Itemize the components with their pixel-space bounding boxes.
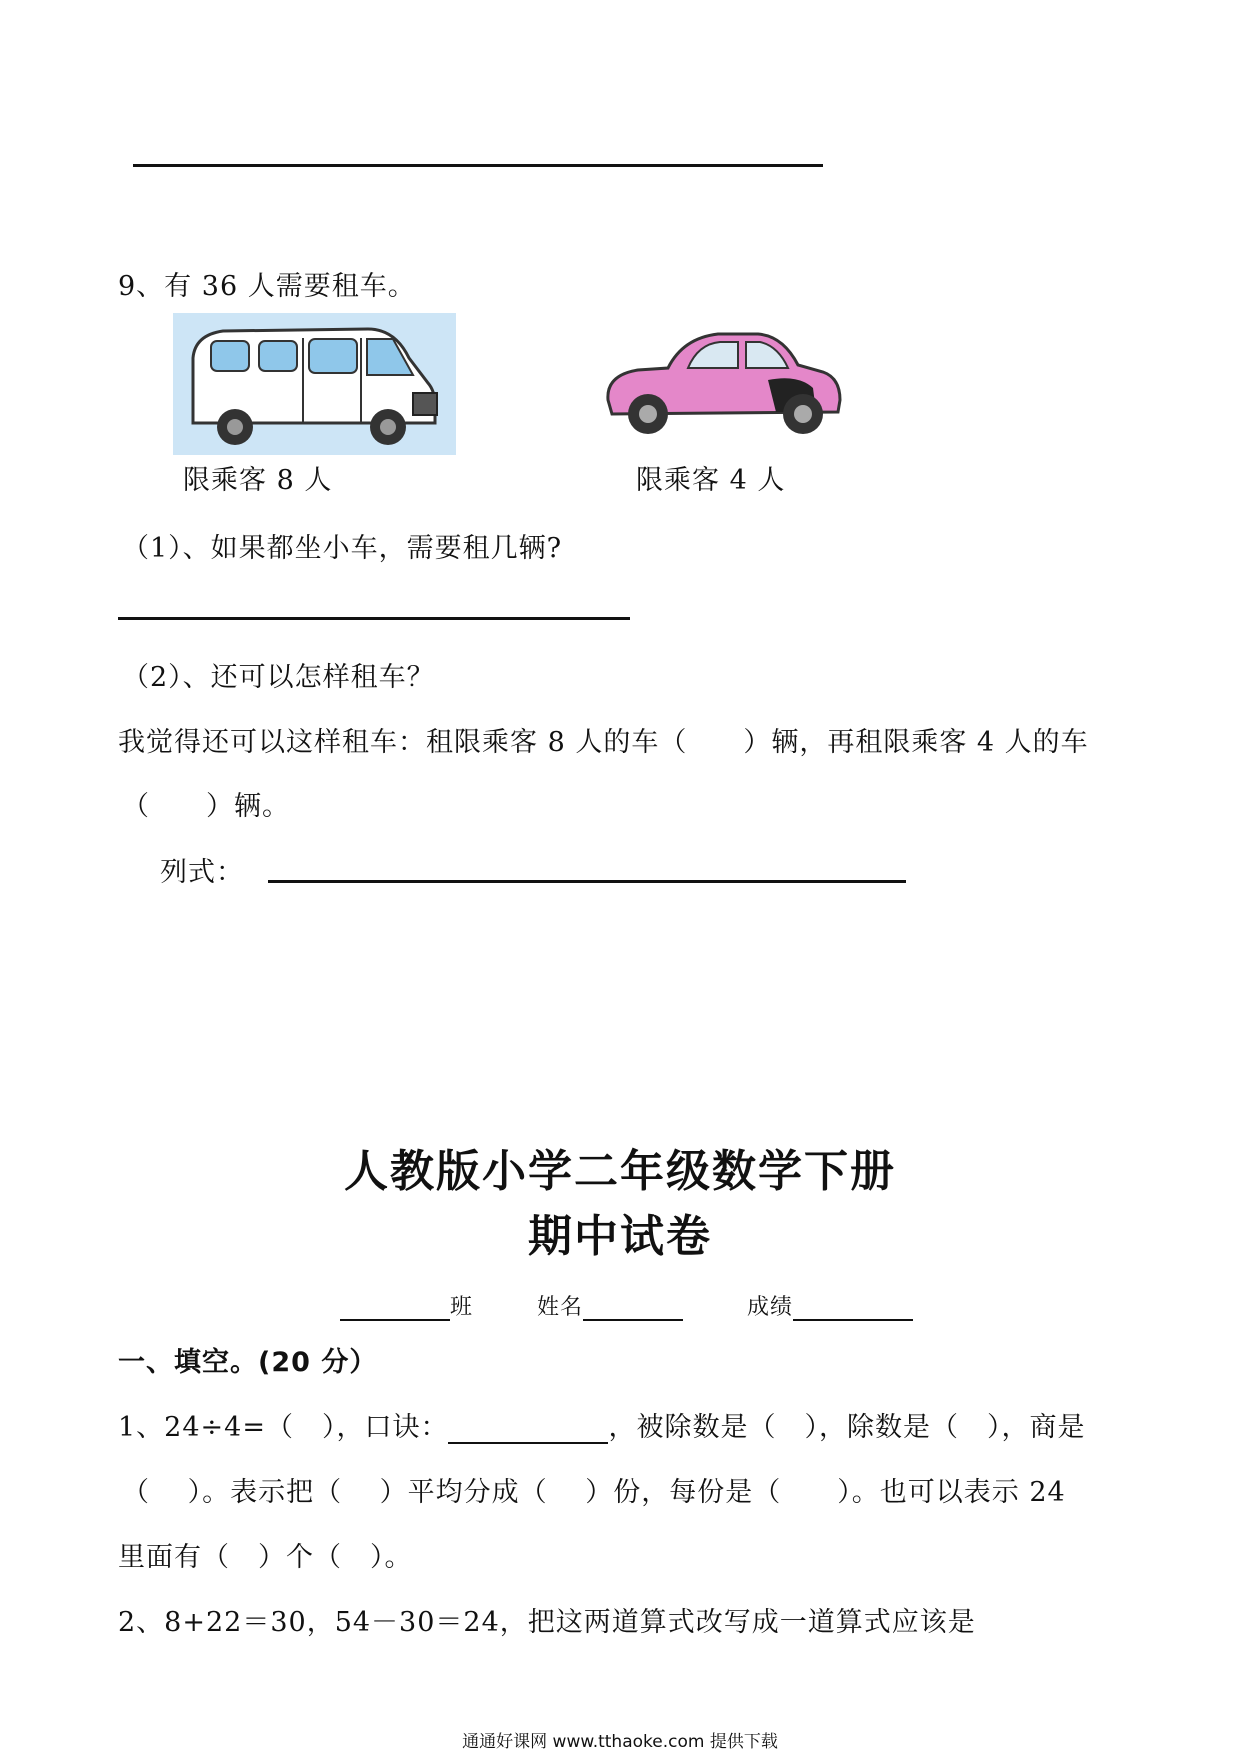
- student-info-row: [340, 1290, 913, 1321]
- answer-line-formula: [268, 880, 906, 883]
- answer-line-sub1: [118, 617, 630, 620]
- formula-blank[interactable]: [448, 1414, 608, 1444]
- score-label: 成绩: [747, 1295, 794, 1320]
- class-label: 班: [450, 1295, 474, 1320]
- q9-prompt: 9、有 36 人需要租车。: [118, 271, 416, 302]
- van-capacity-label: 限乘客 8 人: [183, 465, 333, 496]
- section1-heading: 一、填空。(20 分）: [118, 1347, 378, 1378]
- class-blank[interactable]: [340, 1293, 450, 1321]
- formula-label: 列式：: [160, 857, 244, 888]
- answer-line-top: [133, 164, 823, 167]
- exam-subtitle: 期中试卷: [528, 1211, 712, 1262]
- q9-sub2: （2）、还可以怎样租车？: [122, 662, 435, 693]
- footer-credit: 通通好课网 www.tthaoke.com 提供下载: [462, 1732, 778, 1752]
- name-label: 姓名: [537, 1295, 584, 1320]
- score-blank[interactable]: [793, 1293, 913, 1321]
- q1-line1-part-a: 1、24÷4=（ ），口诀：: [118, 1412, 449, 1443]
- q1-line1-part-b: ，被除数是（ ），除数是（ ），商是: [608, 1412, 1086, 1443]
- car-capacity-label: 限乘客 4 人: [636, 465, 786, 496]
- q1-line1: [118, 1405, 1085, 1444]
- van-image: [173, 313, 456, 455]
- car-image: [598, 320, 848, 438]
- q1-line3: 里面有（ ）个（ ）。: [118, 1542, 413, 1573]
- exam-title: 人教版小学二年级数学下册: [344, 1146, 896, 1197]
- name-blank[interactable]: [583, 1293, 683, 1321]
- q9-sub2-line2: （ ）辆。: [122, 791, 290, 822]
- q2-line: 2、8+22＝30，54－30＝24，把这两道算式改写成一道算式应该是: [118, 1607, 976, 1638]
- q9-sub2-line1: 我觉得还可以这样租车：租限乘客 8 人的车（ ）辆，再租限乘客 4 人的车: [118, 727, 1089, 758]
- q1-line2: （ ）。表示把（ ）平均分成（ ）份，每份是（ ）。也可以表示 24: [122, 1477, 1066, 1508]
- q9-sub1: （1）、如果都坐小车，需要租几辆?: [122, 533, 563, 564]
